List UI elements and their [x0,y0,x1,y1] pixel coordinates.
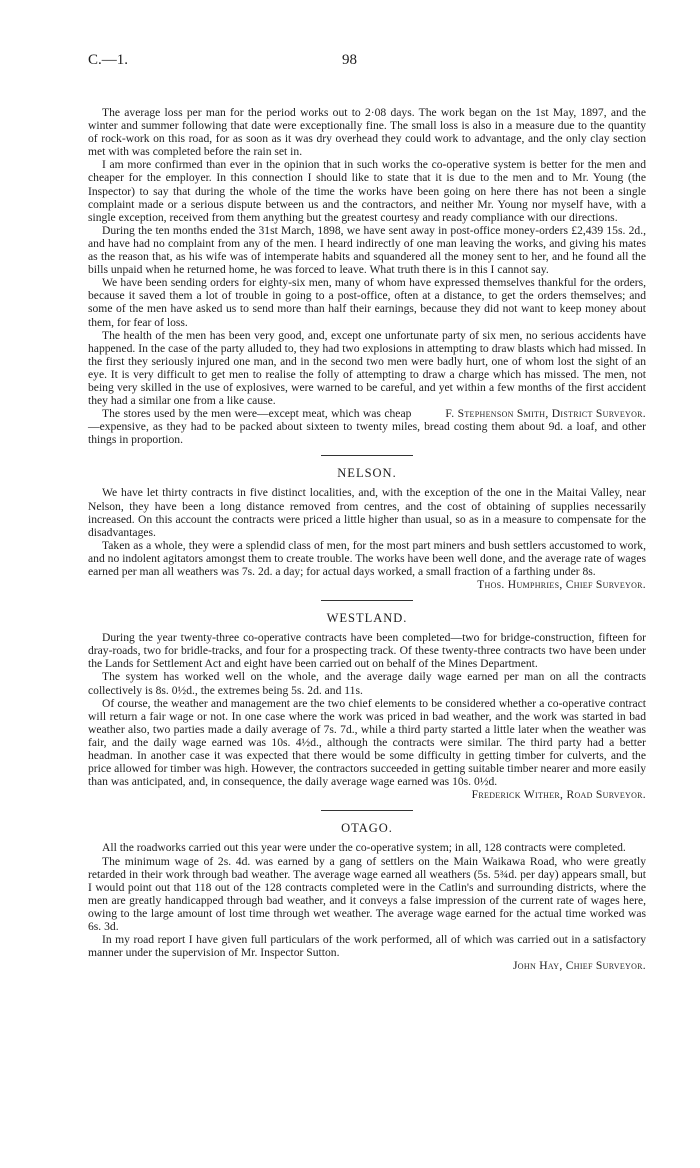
paragraph: The minimum wage of 2s. 4d. was earned by a gang of settlers on the Main Waikawa Road, who were greatly retarded in their work through bad weather. The average wage earned all weathers (5s. 5¾d. per day) appears small, but I would point out that 118 out of the 128 contracts completed were in the Catlin's and surrounding districts, where the men are greatly handicapped through bad weather, and it conveys a false impression of the current rate of wages here, owing to the large amount of lost time through wet weather. The average wage earned for the actual time worked was 6s. 3d. [88,854,646,933]
paragraph-text: The stores used by the men were—except meat, which was cheap—expensive, as they had to be packed about sixteen to twenty miles, bread costing them about 9d. a loaf, and other things in proportion. [88,407,646,447]
paragraph: The average loss per man for the period works out to 2·08 days. The work began on the 1st May, 1897, and the winter and summer following that date were exceptionally fine. The small loss is also in a measure due to the quantity of rock-work on this road, for as soon as it was dry overhead they could work to advantage, and the only clay section met with was completed before the rain set in. [88,106,646,159]
section-divider [321,810,413,811]
page-number: 98 [342,52,357,68]
section-title: NELSON. [337,466,397,481]
page-header [88,52,646,72]
paragraph [88,697,646,789]
document-reference: C.—1. [88,52,129,68]
paragraph: We have been sending orders for eighty-six men, many of whom have expressed themselves thankful for the orders, because it saved them a lot of trouble in going to a post-office, often at a distance, to get the orders themselves; and some of the men have asked us to send more than half their earnings, because they did not want to keep money about them, for fear of loss. [88,276,646,329]
signature: John Hay, Chief Surveyor. [512,959,646,973]
paragraph: The health of the men has been very good, and, except one unfortunate party of six men, no serious accidents have happened. In the case of the party alluded to, they had two explosions in attempting to draw blasts which had missed. In the first they seriously injured one man, and in the second two men were badly hurt, one of whom lost the sight of an eye. It is very difficult to get men to realise the folly of attempting to draw a charge which has missed. The men, not being very skilled in the use of explosives, were warned to be careful, and yet within a few months of the first accident they had a similar one from a like cause. [88,328,646,408]
paragraph: We have let thirty contracts in five distinct localities, and, with the exception of the one in the Maitai Valley, near Nelson, they have been a long distance removed from centres, and the cost of obtaining of supplies necessarily increased. On this account the contracts were priced a little higher than usual, so as in a measure to compensate for the disadvantages. [88,486,646,539]
westland-section [88,611,646,801]
paragraph: Taken as a whole, they were a splendid class of men, for the most part miners and bush settlers accustomed to work, and no indolent agitators amongst them to create trouble. The works have been well done, and the average rate of wages earned per man all weathers was 7s. 2d. a day; for actual days worked, a small fraction of a farthing under 8s. [88,538,646,578]
paragraph: I am more confirmed than ever in the opinion that in such works the co-operative system is better for the men and cheaper for the employer. In this connection I should like to state that it is due to the men and to Mr. Young (the Inspector) to say that during the whole of the time the works have been going on here there has not been a single complaint made or a serious dispute between us and the contractors, and neither Mr. Young nor myself have, with a single exception, received from them anything but the greatest courtesy and ready compliance with our directions. [88,158,646,224]
section-title: OTAGO. [341,821,393,836]
section-divider [321,455,413,456]
signature: F. Stephenson Smith, District Surveyor. [445,407,646,421]
intro-section [88,106,646,446]
nelson-section [88,466,646,591]
paragraph: During the ten months ended the 31st March, 1898, we have sent away in post-office money-orders £2,439 15s. 2d., and have had no complaint from any of the men. I heard indirectly of one man leaving the works, and giving his mates as the reason that, as his wife was of intemperate habits and squandered all the money sent to her, and he found all the bills unpaid when he returned home, he was forced to leave. What truth there is in this I cannot say. [88,223,646,277]
paragraph-text: Of course, the weather and management are the two chief elements to be considered whether a co-operative contract will return a fair wage or not. In one case where the work was priced in bad weather, and the work was started in bad weather also, two parties made a daily average of 7s. 7d., while a third party started a little later when the weather was fair, and the daily wage earned was 10s. 4½d., although the contracts were similar. The third party had a better headman. In another case it was expected that there would be some difficulty in getting timber for culverts, and the price allowed for timber was high. However, the contractors succeeded in getting suitable timber nearer and more easily than was anticipated, and, in consequence, the daily average wage earned was 10s. 0½d. [88,696,646,789]
signature: Frederick Wither, Road Surveyor. [471,788,646,802]
paragraph: All the roadworks carried out this year were under the co-operative system; in all, 128 contracts were completed. [102,841,626,855]
paragraph [88,407,646,446]
paragraph: The system has worked well on the whole, and the average daily wage earned per man on all the contracts collectively is 8s. 0½d., the extremes being 5s. 2d. and 11s. [88,670,646,697]
section-title: WESTLAND. [326,611,408,626]
paragraph: During the year twenty-three co-operative contracts have been completed—two for bridge-construction, fifteen for dray-roads, two for bridle-tracks, and four for a prospecting track. Of these twenty-three contracts two have been under the Lands for Settlement Act and eight have been carried out on behalf of the Mines Department. [88,631,646,671]
section-divider [321,600,413,601]
paragraph: In my road report I have given full particulars of the work performed, all of which was carried out in a satisfactory manner under the supervision of Mr. Inspector Sutton. [88,933,646,960]
signature: Thos. Humphries, Chief Surveyor. [477,578,646,592]
otago-section [88,821,646,972]
